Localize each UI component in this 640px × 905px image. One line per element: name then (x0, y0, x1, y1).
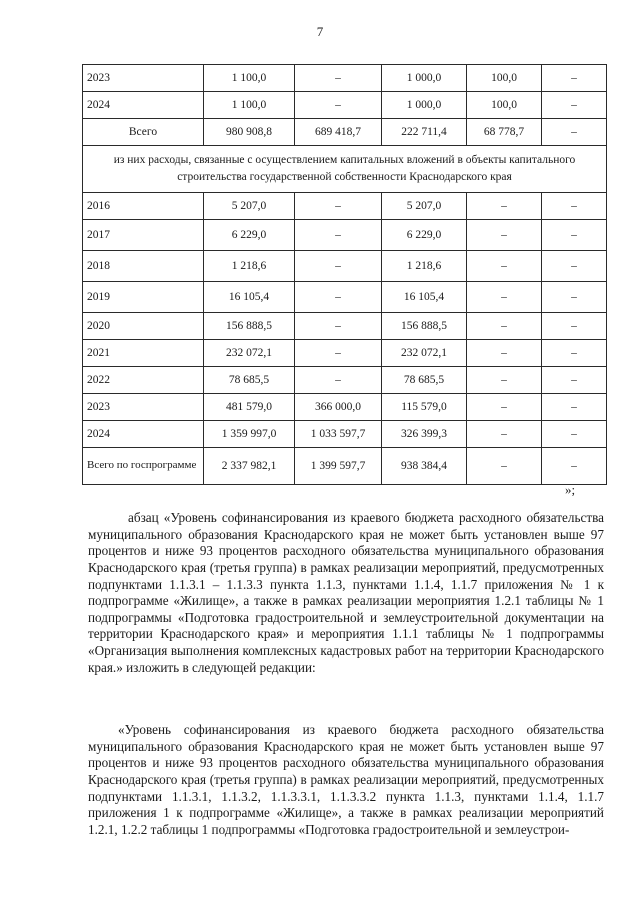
value-cell: – (295, 65, 382, 92)
new-wording-paragraph: «Уровень софинансирования из краевого бюджета расходного обязательства муниципального образования Краснодарского края не может быть установлен выше 97 процентов и ниже 93 процентов расходного обязательства муниципального образования Краснодарского края (третья группа) в рамках реализации мероприятий, предусмотренных подпунктами 1.1.3.1, 1.1.3.2, 1.1.3.3.1, 1.1.3.3.2 пункта 1.1.3, пунктами 1.1.4, 1.1.7 приложения 1 к подпрограмме «Жилище», а также в рамках реализации мероприятий 1.2.1, 1.2.2 таблицы 1 подпрограммы «Подготовка градостроительной и землеустрои- (88, 722, 604, 837)
value-cell: 100,0 (467, 92, 542, 119)
amendment-paragraph: абзац «Уровень софинансирования из краевого бюджета расходного обязательства муниципального образования Краснодарского края не может быть установлен выше 97 процентов и ниже 93 процентов расходного обязательства муниципального образования Краснодарского края (третья группа) в рамках реализации мероприятий, предусмотренных подпунктами 1.1.3.1 – 1.1.3.3 пункта 1.1.3, пунктами 1.1.4, 1.1.7 приложения № 1 к подпрограмме «Жилище», а также в рамках реализации мероприятия 1.2.1 таблицы № 1 подпрограммы «Подготовка градостроительной и землеустроительной документации на территории Краснодарского края» и мероприятия 1.1.1 таблицы № 1 подпрограммы «Организация выполнения комплексных кадастровых работ на территории Краснодарского края.» изложить в следующей редакции: (88, 510, 604, 675)
year-cell: 2017 (83, 220, 204, 251)
value-cell: – (542, 421, 607, 448)
value-cell: 68 778,7 (467, 119, 542, 146)
value-cell: – (467, 282, 542, 313)
table-row (83, 282, 607, 313)
year-cell: 2022 (83, 367, 204, 394)
total-cell: 2 337 982,1 (204, 448, 295, 485)
table-section-caption (83, 146, 607, 193)
table-row (83, 193, 607, 220)
table-row (83, 367, 607, 394)
value-cell: – (542, 220, 607, 251)
total-label-cell: Всего (83, 119, 204, 146)
value-cell: – (542, 340, 607, 367)
value-cell: – (467, 220, 542, 251)
table-row (83, 313, 607, 340)
value-cell: – (542, 394, 607, 421)
value-cell: – (295, 251, 382, 282)
value-cell: 1 399 597,7 (295, 448, 382, 485)
value-cell: 366 000,0 (295, 394, 382, 421)
table-row-grand-total (83, 448, 607, 485)
table-row (83, 421, 607, 448)
value-cell: – (467, 367, 542, 394)
value-cell: – (542, 92, 607, 119)
value-cell: 222 711,4 (382, 119, 467, 146)
value-cell: 689 418,7 (295, 119, 382, 146)
section-caption-text: из них расходы, связанные с осуществлением капитальных вложений в объекты капитального строительства государственной собственности Краснодарского края (83, 146, 607, 193)
value-cell: – (542, 448, 607, 485)
value-cell: – (295, 313, 382, 340)
value-cell: 5 207,0 (382, 193, 467, 220)
grand-total-label-cell: Всего по госпрограмме (83, 448, 204, 485)
value-cell: 6 229,0 (382, 220, 467, 251)
value-cell: – (467, 193, 542, 220)
value-cell: – (542, 65, 607, 92)
value-cell: 326 399,3 (382, 421, 467, 448)
value-cell: 115 579,0 (382, 394, 467, 421)
table-row (83, 394, 607, 421)
value-cell: – (295, 340, 382, 367)
total-cell: 156 888,5 (204, 313, 295, 340)
value-cell: – (542, 313, 607, 340)
value-cell: 1 000,0 (382, 92, 467, 119)
table-row (83, 220, 607, 251)
value-cell: – (467, 394, 542, 421)
total-cell: 78 685,5 (204, 367, 295, 394)
total-cell: 16 105,4 (204, 282, 295, 313)
value-cell: – (467, 421, 542, 448)
total-cell: 232 072,1 (204, 340, 295, 367)
year-cell: 2023 (83, 65, 204, 92)
value-cell: – (295, 367, 382, 394)
value-cell: – (295, 92, 382, 119)
year-cell: 2023 (83, 394, 204, 421)
value-cell: 156 888,5 (382, 313, 467, 340)
total-cell: 6 229,0 (204, 220, 295, 251)
year-cell: 2016 (83, 193, 204, 220)
value-cell: 1 218,6 (382, 251, 467, 282)
table-row (83, 65, 607, 92)
value-cell: 78 685,5 (382, 367, 467, 394)
year-cell: 2018 (83, 251, 204, 282)
value-cell: – (467, 448, 542, 485)
table-row (83, 92, 607, 119)
year-cell: 2024 (83, 421, 204, 448)
total-cell: 1 218,6 (204, 251, 295, 282)
value-cell: – (467, 251, 542, 282)
year-cell: 2020 (83, 313, 204, 340)
table-row-total (83, 119, 607, 146)
value-cell: 1 000,0 (382, 65, 467, 92)
value-cell: – (542, 367, 607, 394)
page-number: 7 (316, 24, 324, 39)
value-cell: – (542, 251, 607, 282)
value-cell: – (542, 119, 607, 146)
table-row (83, 340, 607, 367)
total-cell: 980 908,8 (204, 119, 295, 146)
year-cell: 2019 (83, 282, 204, 313)
total-cell: 1 100,0 (204, 92, 295, 119)
total-cell: 481 579,0 (204, 394, 295, 421)
value-cell: – (295, 193, 382, 220)
total-cell: 5 207,0 (204, 193, 295, 220)
table-row (83, 251, 607, 282)
value-cell: – (295, 282, 382, 313)
year-cell: 2021 (83, 340, 204, 367)
value-cell: – (295, 220, 382, 251)
closing-quote: »; (565, 482, 576, 497)
value-cell: – (467, 340, 542, 367)
value-cell: – (542, 193, 607, 220)
value-cell: 16 105,4 (382, 282, 467, 313)
value-cell: – (467, 313, 542, 340)
value-cell: – (542, 282, 607, 313)
year-cell: 2024 (83, 92, 204, 119)
value-cell: 938 384,4 (382, 448, 467, 485)
value-cell: 232 072,1 (382, 340, 467, 367)
value-cell: 100,0 (467, 65, 542, 92)
total-cell: 1 359 997,0 (204, 421, 295, 448)
value-cell: 1 033 597,7 (295, 421, 382, 448)
budget-table (82, 64, 607, 485)
total-cell: 1 100,0 (204, 65, 295, 92)
